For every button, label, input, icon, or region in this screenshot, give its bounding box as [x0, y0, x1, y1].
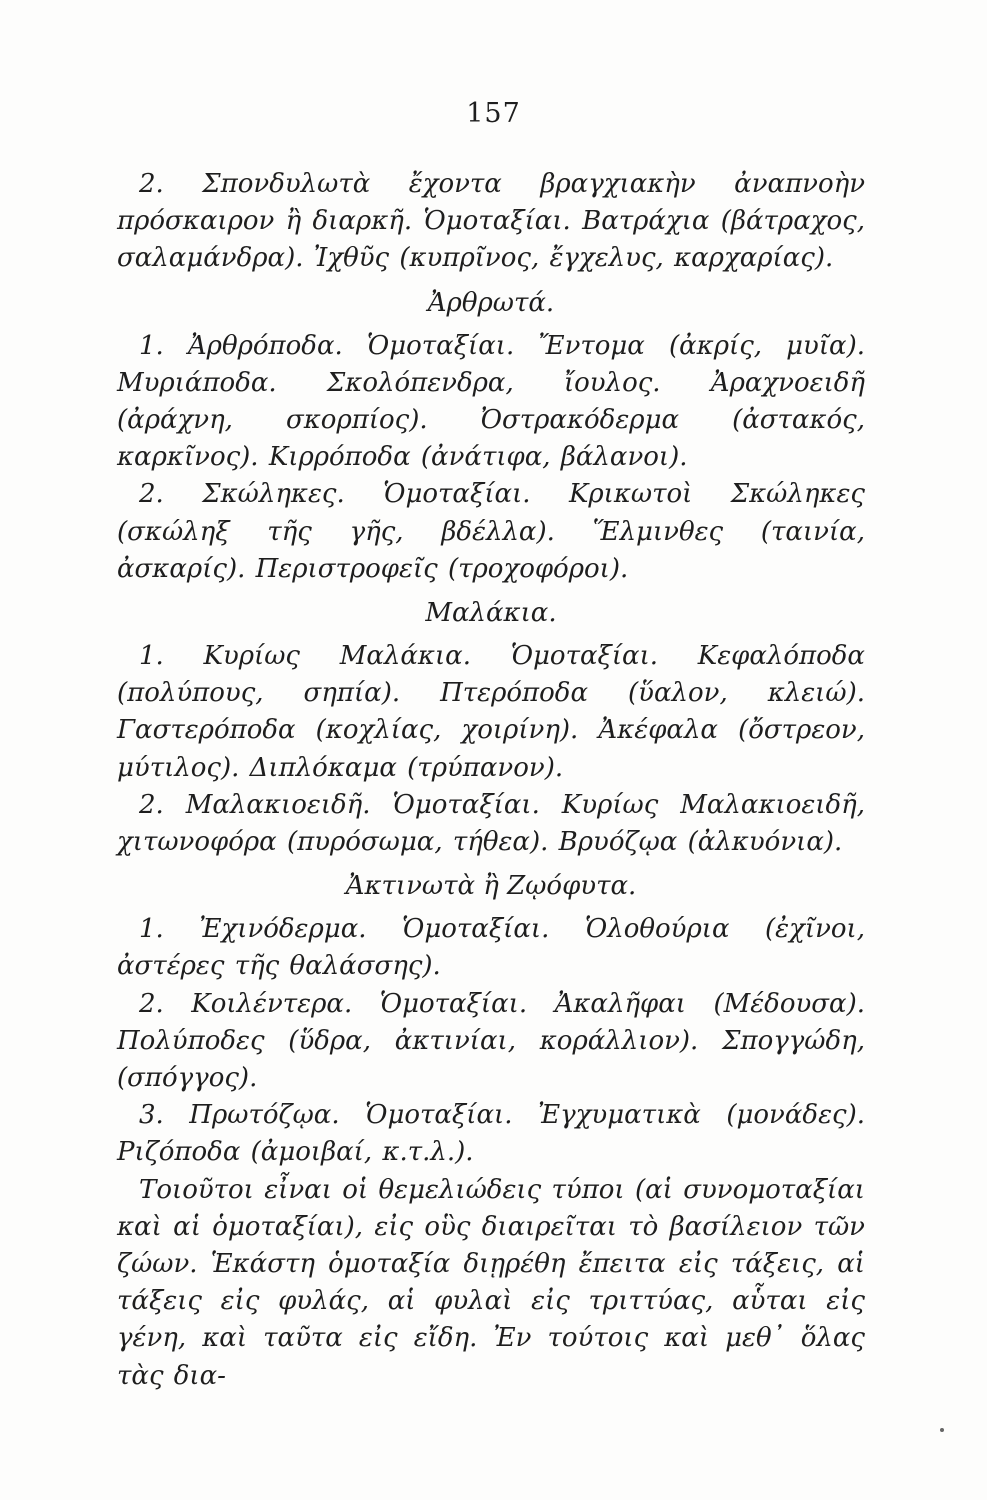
page-number: 157: [466, 98, 521, 129]
paragraph-true-molluscs: 1. Κυρίως Μαλάκια. Ὁμοταξίαι. Κεφαλόποδα (πολύπους, σηπία). Πτερόποδα (ὕαλον, κλειώ). Γαστερόποδα (κοχλίας, χοιρίνη). Ἀκέφαλα (ὄστρεον, μύτιλος). Διπλόκαμα (τρύπανον).: [117, 641, 865, 783]
paragraph-molluscoids: 2. Μαλακιοειδῆ. Ὁμοταξίαι. Κυρίως Μαλακιοειδῆ, χιτωνοφόρα (πυρόσωμα, τήθεα). Βρυόζῳα (ἀλκυόνια).: [117, 789, 865, 858]
paragraph-worms: 2. Σκώληκες. Ὁμοταξίαι. Κρικωτοὶ Σκώληκες (σκώληξ τῆς γῆς, βδέλλα). Ἕλμινθες (ταινία, ἀσκαρίς). Περιστροφεῖς (τροχοφόροι).: [117, 479, 865, 584]
print-speck: [940, 1428, 944, 1432]
section-heading-arthropods: Ἀρθρωτά.: [427, 287, 555, 318]
paragraph-echinoderms: 1. Ἐχινόδερμα. Ὁμοταξίαι. Ὁλοθούρια (ἐχῖνοι, ἀστέρες τῆς θαλάσσης).: [117, 914, 865, 982]
paragraph-protozoa: 3. Πρωτόζῳα. Ὁμοταξίαι. Ἐγχυματικὰ (μονάδες). Ριζόποδα (ἀμοιβαί, κ.τ.λ.).: [117, 1100, 865, 1168]
section-heading-radiates: Ἀκτινωτὰ ἢ Ζῳόφυτα.: [345, 871, 637, 902]
paragraph-arthropoda: 1. Ἀρθρόποδα. Ὁμοταξίαι. Ἔντομα (ἀκρίς, μυῖα). Μυριάποδα. Σκολόπενδρα, ἴουλος. Ἀραχνοειδῆ (ἀράχνη, σκορπίος). Ὀστρακόδερμα (ἀστακός, καρκῖνος). Κιρρόποδα (ἀνάτιφα, βάλανοι).: [117, 330, 865, 473]
paragraph-coelenterates: 2. Κοιλέντερα. Ὁμοταξίαι. Ἀκαλῆφαι (Μέδουσα). Πολύποδες (ὕδρα, ἀκτινίαι, κοράλλιον). Σπογγώδη, (σπόγγος).: [117, 988, 865, 1094]
paragraph-vertebrates-gills: 2. Σπονδυλωτὰ ἔχοντα βραγχιακὴν ἀναπνοὴν πρόσκαιρον ἢ διαρκῆ. Ὁμοταξίαι. Βατράχια (βάτραχος, σαλαμάνδρα). Ἰχθῦς (κυπρῖνος, ἔγχελυς, καρχαρίας).: [117, 169, 865, 274]
paragraph-conclusion: Τοιοῦτοι εἶναι οἱ θεμελιώδεις τύποι (αἱ συνομοταξίαι καὶ αἱ ὁμοταξίαι), εἰς οὓς διαιρεῖται τὸ βασίλειον τῶν ζώων. Ἑκάστη ὁμοταξία διῃρέθη ἔπειτα εἰς τάξεις, αἱ τάξεις εἰς φυλάς, αἱ φυλαὶ εἰς τριττύας, αὗται εἰς γένη, καὶ ταῦτα εἰς εἴδη. Ἐν τούτοις καὶ μεθ᾽ ὅλας τὰς δια-: [117, 1174, 865, 1391]
page-body: [117, 166, 865, 1395]
section-heading-molluscs: Μαλάκια.: [425, 598, 557, 629]
